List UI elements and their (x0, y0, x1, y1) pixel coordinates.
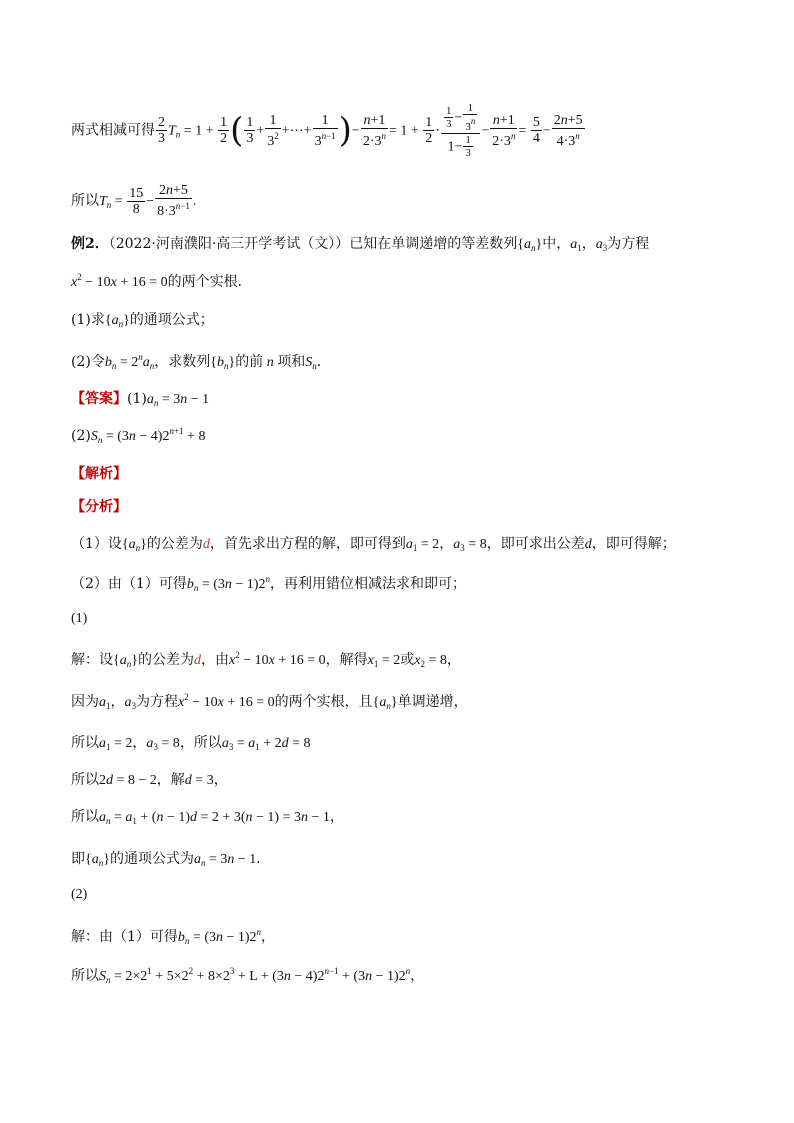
solution-1-line-5: 所以$a_n = a_1 + (n - 1)d = 2 + 3(n - 1) = 3n - 1$， (71, 809, 344, 826)
example-stem-text-3: 为方程 (607, 236, 650, 252)
sol1-l2a: 因为 (71, 694, 99, 710)
answer-1-prefix: (1) (127, 391, 147, 407)
analysis-1c: ，首先求出方程的解，即可得到 (209, 536, 406, 552)
solution-1-line-6: 即$\{a_n\}$的通项公式为$a_n = 3n - 1$． (71, 851, 271, 868)
answer-line-1: 【答案】$(1)a_n = 3n - 1$ (71, 391, 210, 408)
jiexi-tag: 【解析】 (71, 466, 127, 482)
solution-1-number: (1) (71, 611, 88, 626)
question-1-suffix: 的通项公式； (129, 312, 214, 328)
sol1-l1c: ，由 (200, 652, 229, 668)
question-2-mid2: 的前 (235, 354, 264, 370)
example-label: 例2． (71, 236, 109, 252)
result-tn-line: 所以$T_n$ = $\frac{15}{8}$ − $\frac{2n+5}{8\cdot 3^{n-1}}$ . (71, 183, 197, 219)
solution-2-line-2: 所以$S_n = 2\times 2^1 + 5\times 2^2 + 8\times 2^3 + L + (3n - 4)2^{n-1} + (3n - 1)2^n$， (71, 966, 425, 985)
sol1-l4b: ，解 (156, 772, 185, 788)
sol2-l1a: 解：由（1）可得 (71, 929, 178, 945)
example-stem-text-2: 中， (542, 236, 571, 252)
example-stem-text-4: 的两个实根． (167, 274, 252, 290)
sol1-l2b: 为方程 (136, 694, 178, 710)
example-source: （2022·河南濮阳·高三开学考试（文）） (108, 236, 350, 252)
answer-2-prefix: (2) (71, 428, 91, 444)
analysis-line-1: （1）设$\{a_n\}$的公差为d，首先求出方程的解，即可得到$a_1 = 2$，$a_3 = 8$，即可求出公差d，即可得解； (71, 536, 676, 553)
sol1-l1a: 解：设 (71, 652, 113, 668)
analysis-line-2: （2）由（1）可得$b_n = (3n - 1)2^n$，再利用错位相减法求和即可； (71, 574, 466, 593)
question-2-mid: ，求数列 (154, 354, 211, 370)
solution-2-number: (2) (71, 887, 88, 902)
sol1-l1e: 或 (400, 652, 415, 668)
sol1-l6b: 的通项公式为 (109, 851, 194, 867)
answer-line-2: $(2)S_n = (3n - 4)2^{n+1} + 8$ (71, 426, 206, 445)
example-stem-line-2: $x^2 - 10x + 16 = 0$的两个实根． (71, 272, 252, 290)
subtraction-equation-line: 两式相减可得 $\frac{2}{3}$ $T_n = 1$ + $\frac{1}{2}$ ( $\frac{1}{3}$ + $\frac{1}{3^2}$ +⋯+ $\frac{1}{3^{n-1}}$ )− $\frac{n+1}{2\cdot 3^n}$ = 1 + $\frac{1}{2}$ · $\frac{1}{3}$ − $\frac{1}{3^n}$ 1− $\frac{1}{3}$ − $\frac{n+1}{2\cdot 3^n}$ = $\frac{5}{4}$ − $\frac{2n+5}{4\cdot 3^n}$ (71, 102, 583, 159)
sol2-l2a: 所以 (71, 968, 99, 984)
therefore-text: 所以 (71, 193, 99, 209)
question-1: (1)求$\{a_n\}$的通项公式； (71, 312, 214, 329)
sol1-l2c: 的两个实根，且 (274, 694, 373, 710)
question-2-end: ． (316, 354, 331, 370)
sol1-l4a: 所以 (71, 772, 99, 788)
analysis-2a: （2）由（1）可得 (71, 576, 187, 592)
solution-1-line-4: 所以2d = 8 − 2，解d = 3， (71, 772, 228, 788)
sol1-l3a: 所以 (71, 735, 99, 751)
answer-tag: 【答案】 (71, 391, 127, 407)
analysis-1a: （1）设 (71, 536, 122, 552)
question-1-prefix: (1)求 (71, 312, 105, 328)
question-2-mid3: 项和 (277, 354, 306, 370)
solution-1-line-1: 解：设$\{a_n\}$的公差为d，由$x^2 - 10x + 16 = 0$，解得$x_1 = 2$或$x_2 = 8$， (71, 650, 461, 669)
sol1-l1b: 的公差为 (137, 652, 194, 668)
fenxi-tag: 【分析】 (71, 499, 127, 515)
solution-2-line-1: 解：由（1）可得$b_n = (3n - 1)2^n$， (71, 927, 276, 946)
question-2: (2)令$b_n = 2^na_n$，求数列$\{b_n\}$的前 n 项和$S_n$． (71, 352, 331, 371)
analysis-1b: 的公差为 (146, 536, 203, 552)
sol1-l3b: ，所以 (179, 735, 222, 751)
subtract-prefix-text: 两式相减可得 (71, 122, 155, 139)
sol1-l2d: 单调递增， (397, 694, 468, 710)
sol1-l5a: 所以 (71, 809, 99, 825)
example-stem-line-1: 例2．（2022·河南濮阳·高三开学考试（文））已知在单调递增的等差数列$\{a_n\}$中，$a_1$，$a_3$为方程 (71, 236, 650, 253)
analysis-1d: ，即可求出公差 (486, 536, 585, 552)
question-2-prefix: (2)令 (71, 354, 105, 370)
solution-1-line-3: 所以$a_1 = 2$，$a_3 = 8$，所以$a_3 = a_1 + 2d = 8$ (71, 735, 311, 752)
analysis-2b: ，再利用错位相减法求和即可； (269, 576, 466, 592)
sol1-l1d: ，解得 (325, 652, 368, 668)
solution-1-line-2: 因为$a_1$，$a_3$为方程$x^2 - 10x + 16 = 0$的两个实根，且$\{a_n\}$单调递增， (71, 692, 468, 711)
sol1-l6a: 即 (71, 851, 85, 867)
analysis-1e: ，即可得解； (591, 536, 676, 552)
example-stem-text: 已知在单调递增的等差数列 (349, 236, 518, 252)
